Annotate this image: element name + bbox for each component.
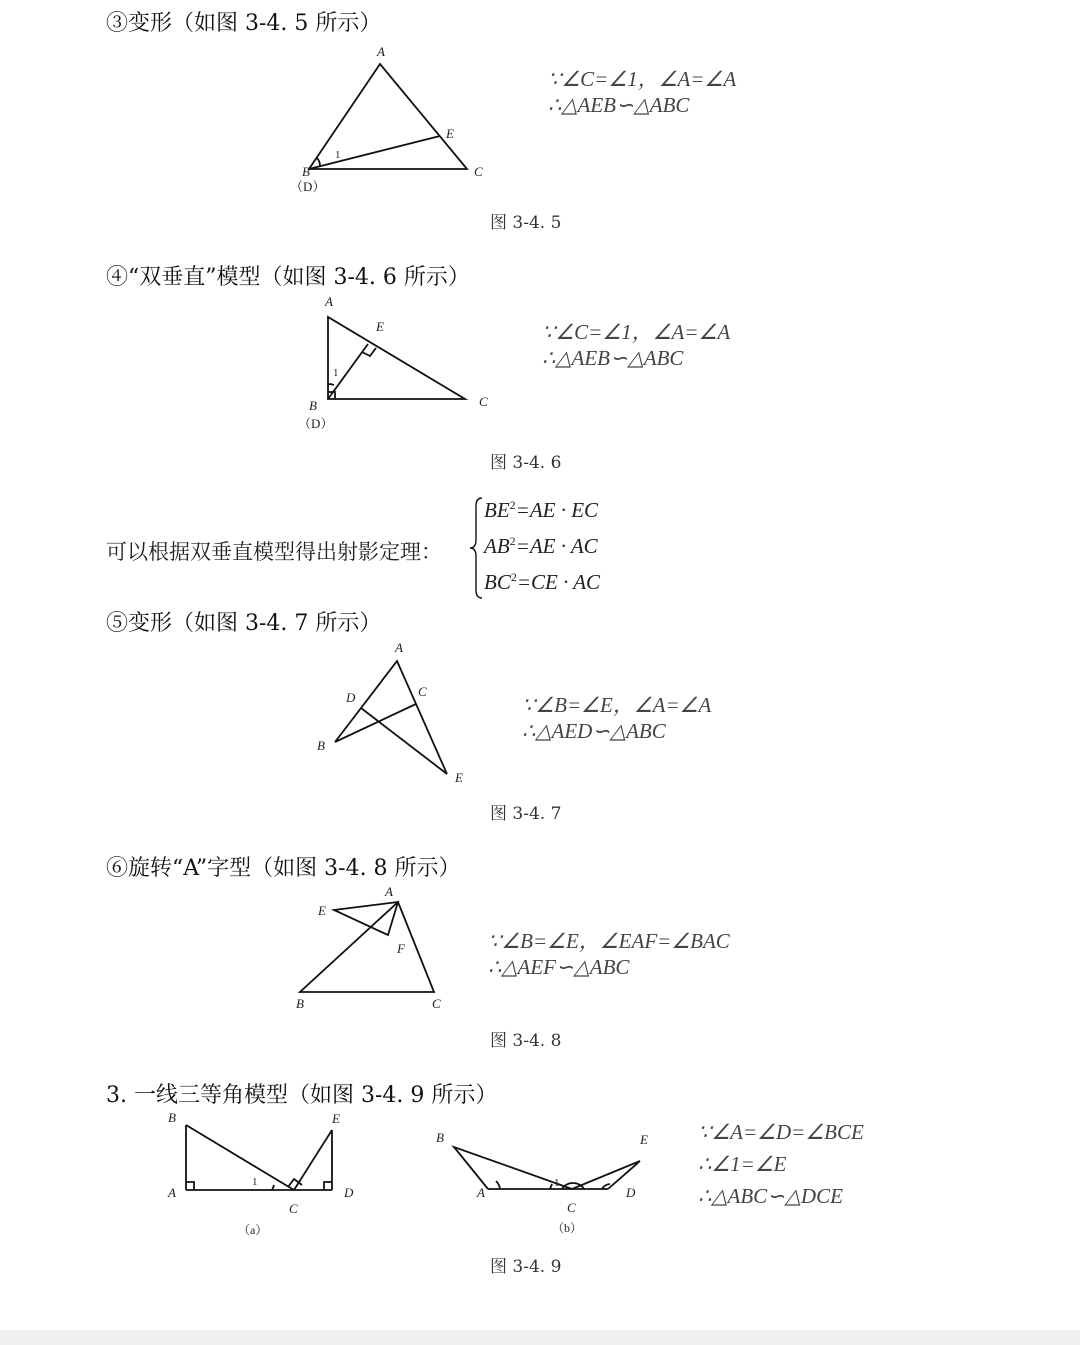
figure-3-4-5 — [280, 38, 500, 198]
proof-3-4-9 — [698, 1116, 864, 1212]
proof-line: ∵∠A=∠D=∠BCE — [698, 1120, 864, 1144]
label-d: D — [344, 1185, 354, 1200]
label-a: A — [377, 44, 385, 59]
proof-line: ∵∠C=∠1，∠A=∠A — [548, 67, 737, 91]
right-angle-d — [324, 1182, 332, 1190]
label-b: B — [309, 398, 317, 413]
label-a: A — [477, 1185, 485, 1200]
proof-line: ∵∠C=∠1，∠A=∠A — [542, 320, 731, 344]
figure-3-4-9a — [160, 1105, 370, 1235]
label-d: （D） — [290, 179, 326, 194]
label-e: E — [640, 1132, 648, 1147]
proof-line: ∴△AEB∽△ABC — [542, 346, 684, 370]
proof-line: ∴△AEB∽△ABC — [548, 93, 690, 117]
proof-line: ∴△ABC∽△DCE — [698, 1184, 843, 1208]
zigzag-a-b-c-e-d — [454, 1147, 640, 1189]
equation-ab: $AB^2=AE$ · AC — [484, 534, 598, 558]
figure-caption-3-4-9: 图 3-4. 9 — [490, 1257, 562, 1277]
proof-line: ∵∠B=∠E，∠EAF=∠BAC — [488, 929, 730, 953]
section-heading-3-4-7: ⑤变形（如图 3-4. 7 所示） — [106, 611, 382, 636]
section-heading-3-4-6: ④“双垂直”模型（如图 3-4. 6 所示） — [106, 265, 470, 290]
caption-b: （b） — [552, 1221, 583, 1235]
label-a: A — [395, 640, 403, 655]
label-b: B — [436, 1130, 444, 1145]
label-angle-1: 1 — [333, 367, 339, 379]
label-e: E — [446, 126, 454, 141]
segment-bc — [186, 1125, 294, 1190]
label-e: E — [455, 770, 463, 785]
label-angle-1: 1 — [335, 149, 341, 161]
label-c: C — [474, 164, 483, 179]
label-a: A — [325, 294, 333, 309]
label-a: A — [168, 1185, 176, 1200]
proof-line: ∴△AED∽△ABC — [522, 719, 666, 743]
right-angle-a — [186, 1182, 194, 1190]
segment-bc — [335, 704, 416, 742]
projection-theorem-lead: 可以根据双垂直模型得出射影定理： — [106, 540, 442, 564]
label-b: B — [168, 1110, 176, 1125]
figure-caption-3-4-7: 图 3-4. 7 — [490, 804, 562, 824]
figure-3-4-8 — [290, 880, 460, 1020]
figure-caption-3-4-5: 图 3-4. 5 — [490, 213, 562, 233]
figure-3-4-7 — [300, 636, 490, 786]
segment-ce — [294, 1130, 332, 1190]
triangle-aef — [334, 902, 398, 935]
triangle-abc — [309, 64, 467, 169]
triangle-abc — [328, 317, 465, 399]
proof-3-4-7 — [522, 692, 711, 744]
label-angle-1: 1 — [252, 1176, 258, 1188]
section-heading-3-4-8: ⑥旋转“A”字型（如图 3-4. 8 所示） — [106, 856, 461, 881]
proof-3-4-6 — [542, 319, 730, 371]
proof-line: ∴△AEF∽△ABC — [488, 955, 630, 979]
proof-3-4-8 — [488, 928, 730, 980]
page-bottom-edge — [0, 1330, 1080, 1345]
label-angle-1: 1 — [554, 1177, 560, 1189]
proof-line: ∵∠B=∠E，∠A=∠A — [522, 693, 712, 717]
label-c: C — [418, 684, 427, 699]
label-e: E — [332, 1111, 340, 1126]
figure-3-4-9b — [430, 1118, 660, 1238]
proof-line: ∴∠1=∠E — [698, 1152, 787, 1176]
figure-caption-3-4-8: 图 3-4. 8 — [490, 1031, 562, 1051]
figure-caption-3-4-6: 图 3-4. 6 — [490, 453, 562, 473]
label-d: D — [626, 1185, 636, 1200]
label-c: C — [432, 996, 441, 1011]
label-e: E — [318, 903, 326, 918]
label-b: B — [317, 738, 325, 753]
equation-bc: $BC^2=CE$ · AC — [484, 570, 601, 594]
segment-de — [361, 708, 447, 774]
label-c: C — [479, 394, 488, 409]
caption-a: （a） — [238, 1223, 268, 1237]
label-c: C — [289, 1201, 298, 1216]
section-heading-3-4-9: 3. 一线三等角模型（如图 3-4. 9 所示） — [106, 1083, 498, 1108]
figure-3-4-6 — [290, 290, 510, 440]
sides-ab-ae — [335, 661, 447, 774]
section-heading-3-4-5: ③变形（如图 3-4. 5 所示） — [106, 11, 382, 36]
label-b: B — [296, 996, 304, 1011]
label-b: B — [302, 164, 310, 179]
label-a: A — [385, 884, 393, 899]
angle-a-arc — [496, 1181, 500, 1189]
label-c: C — [567, 1200, 576, 1215]
angle-1-arc — [328, 384, 334, 385]
label-d: D — [346, 690, 356, 705]
proof-3-4-5 — [548, 66, 736, 118]
label-d: （D） — [298, 416, 334, 431]
label-e: E — [376, 319, 384, 334]
label-f: F — [397, 941, 405, 956]
equation-be: $BE^2=AE$ · EC — [484, 498, 599, 522]
angle-1-arc — [317, 158, 320, 166]
